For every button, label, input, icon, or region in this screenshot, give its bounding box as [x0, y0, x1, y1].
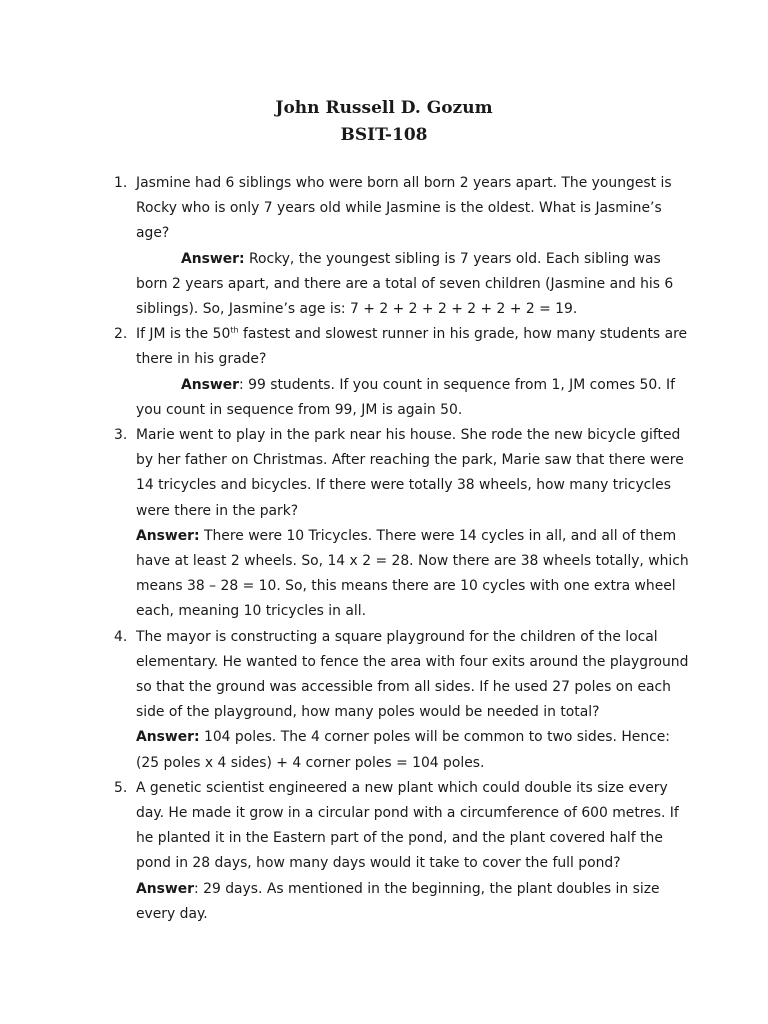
answer-label: Answer: [181, 376, 240, 393]
question-item-2: [110, 322, 690, 423]
answer-label: Answer:: [136, 527, 200, 544]
question-number: 3.: [114, 427, 128, 444]
answer-label: Answer:: [181, 250, 245, 267]
answer-text: There were 10 Tricycles. There were 14 cycles in all, and all of them have at least 2 wheels. So, 14 x 2 = 28. Now there are 38 wheels totally, which means 38 – 28 = 10. So, this means there are 10 cycles with one extra wheel each, meaning 10 tricycles in all.: [136, 527, 689, 620]
question-item-4: [110, 625, 690, 776]
question-item-3: [110, 423, 690, 625]
question-text-end: fastest and slowest runner in his grade, how many students are there in his grade?: [136, 326, 688, 368]
document-header: [0, 95, 768, 149]
question-list: [110, 171, 690, 927]
course-code: BSIT-108: [340, 125, 428, 145]
ordinal-suffix: th: [230, 325, 239, 335]
question-text: A genetic scientist engineered a new plant which could double its size every day. He made it grow in a circular pond with a circumference of 600 metres. If he planted it in the Eastern part of the pond, and the plant covered half the pond in 28 days, how many days would it take to cover the full pond?: [136, 779, 679, 872]
question-number: 1.: [114, 175, 128, 191]
answer-block: [136, 524, 690, 625]
answer-block: [136, 725, 690, 775]
answer-block: [136, 247, 690, 323]
question-text: Marie went to play in the park near his house. She rode the new bicycle gifted by her father on Christmas. After reaching the park, Marie saw that there were 14 tricycles and bicycles. If there were totally 38 wheels, how many tricycles were there in the park?: [136, 427, 684, 519]
answer-text: : 99 students. If you count in sequence from 1, JM comes 50. If you count in sequence from 99, JM is again 50.: [136, 376, 676, 418]
answer-text: : 29 days. As mentioned in the beginning, the plant doubles in size every day.: [136, 880, 660, 922]
question-text: The mayor is constructing a square playground for the children of the local elementary. He wanted to fence the area with four exits around the playground so that the ground was accessible from all sides. If he used 27 poles on each side of the playground, how many poles would be needed in total?: [136, 628, 689, 721]
answer-text: 104 poles. The 4 corner poles will be common to two sides. Hence: (25 poles x 4 sides) + 4 corner poles = 104 poles.: [136, 729, 670, 771]
answer-text: Rocky, the youngest sibling is 7 years old. Each sibling was born 2 years apart, and there are a total of seven children (Jasmine and his 6 siblings). So, Jasmine’s age is: 7 + 2 + 2 + 2 + 2 + 2 + 2 = 19.: [136, 250, 674, 318]
question-number: 2.: [114, 326, 128, 343]
question-number: 4.: [114, 628, 128, 645]
author-name: John Russell D. Gozum: [275, 98, 493, 118]
answer-label: Answer: [136, 880, 195, 897]
question-item-5: [110, 776, 690, 927]
answer-block: [136, 877, 690, 927]
question-text-start: If JM is the 50: [136, 326, 231, 343]
question-number: 5.: [114, 779, 128, 796]
answer-block: [136, 373, 690, 423]
answer-label: Answer:: [136, 729, 200, 746]
question-text: Jasmine had 6 siblings who were born all born 2 years apart. The youngest is Rocky who is only 7 years old while Jasmine is the oldest. What is Jasmine’s age?: [136, 175, 672, 242]
question-item-1: [110, 171, 690, 322]
